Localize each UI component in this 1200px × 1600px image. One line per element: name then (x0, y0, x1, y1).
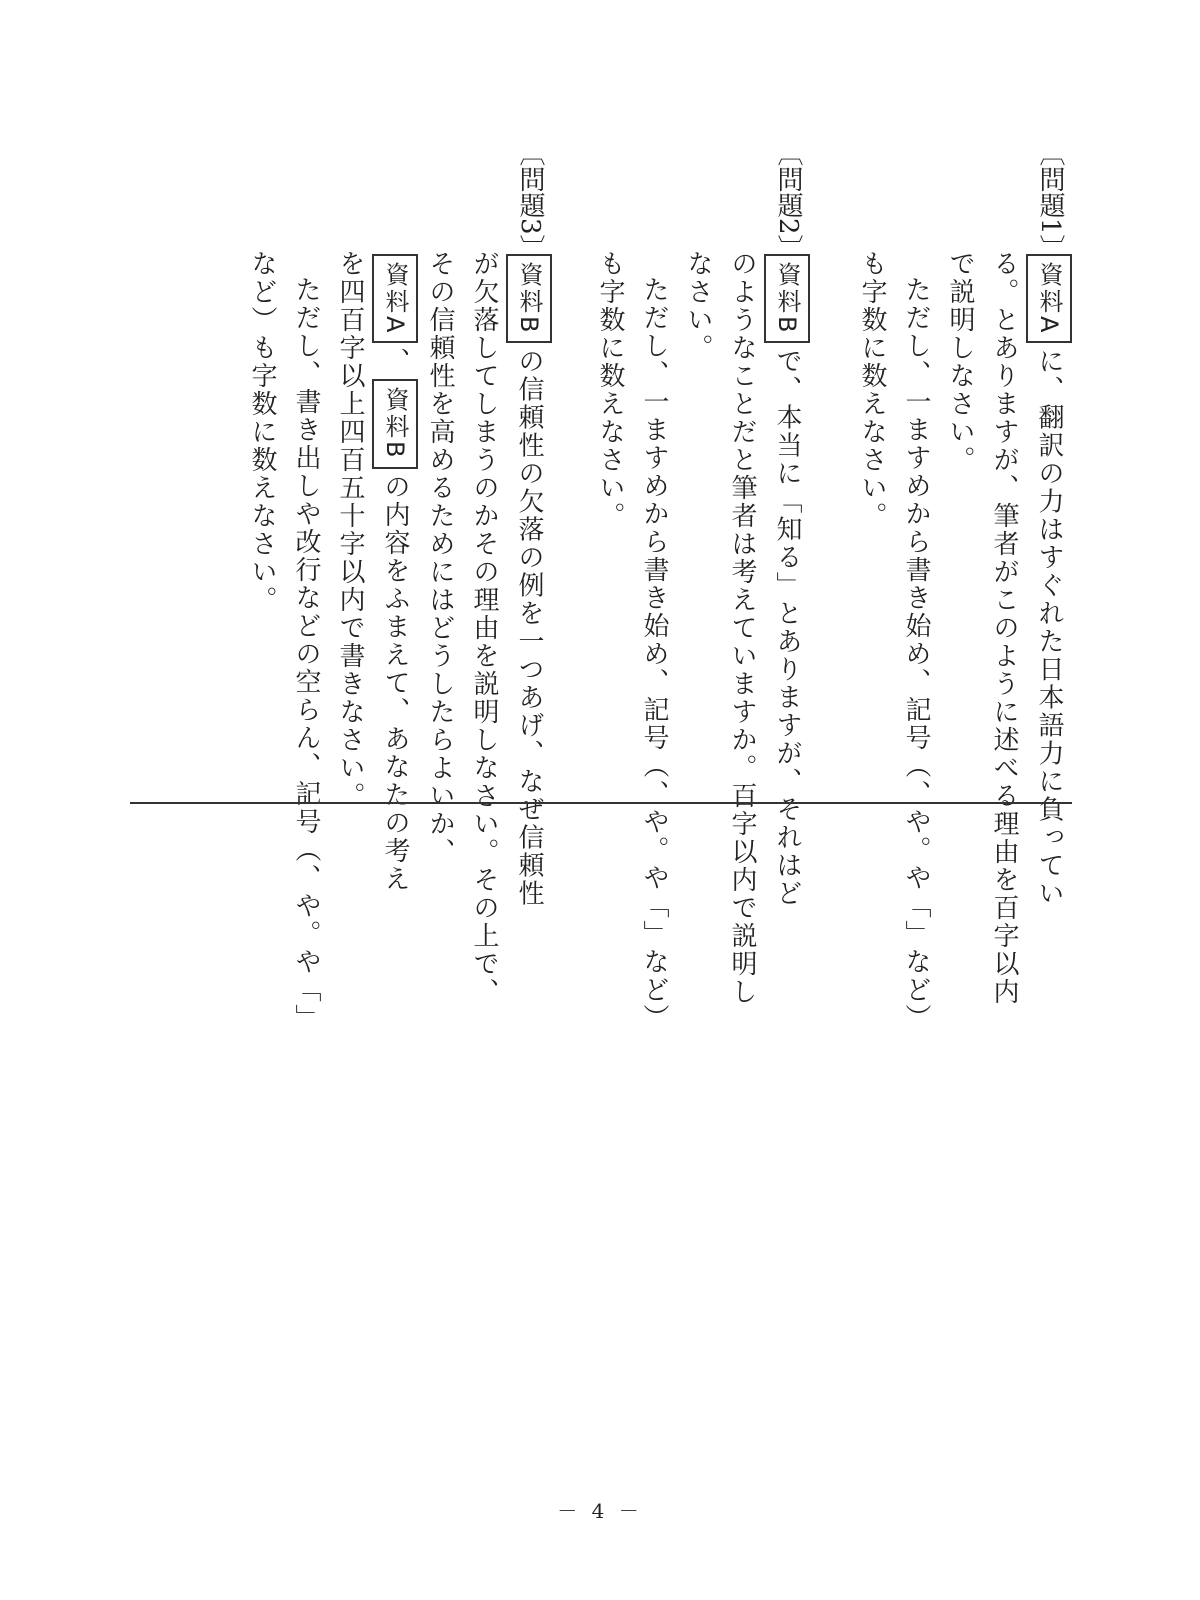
question-3-line-2: が欠落してしまうのかその理由を説明しなさい。その上で、 (469, 250, 499, 1006)
question-3 (132, 140, 552, 1032)
question-1-note-2: も字数に数えなさい。 (857, 250, 887, 530)
source-b-box: 資料B (506, 254, 552, 343)
question-2-line-3: なさい。 (683, 250, 713, 362)
questions-area (132, 140, 1072, 1032)
source-b-box: 資料B (764, 254, 810, 343)
question-3-label: 〔問題3〕 (515, 140, 545, 261)
question-3-line-5: を四百字以上四百五十字以内で書きなさい。 (335, 250, 365, 810)
question-1-label: 〔問題1〕 (1035, 140, 1065, 261)
horizontal-divider (130, 802, 1072, 804)
question-2-body (588, 250, 810, 1032)
question-2-line-1: で、本当に「知る」とありますが、それはど (772, 347, 802, 908)
question-1-line-1: に、翻訳の力はすぐれた日本語力に負ってい (1034, 347, 1064, 908)
question-1-line-2: る。とありますが、筆者がこのように述べる理由を百字以内 (989, 250, 1019, 1006)
question-3-line-3: その信頼性を高めるためにはどうしたらよいか、 (425, 250, 455, 866)
question-1 (822, 140, 1072, 1032)
page-number: － 4 － (557, 1499, 643, 1523)
question-2 (570, 140, 810, 1032)
source-a-box: 資料A (1026, 254, 1072, 343)
question-3-line-1: の信頼性の欠落の例を一つあげ、なぜ信頼性 (514, 347, 544, 908)
question-2-note-1: ただし、一ますめから書き始め、記号（、や。や「」など） (639, 276, 669, 1032)
question-2-note-2: も字数に数えなさい。 (595, 250, 625, 530)
question-3-body (240, 250, 552, 1032)
question-1-body (850, 250, 1072, 1032)
question-1-note-1: ただし、一ますめから書き始め、記号（、や。や「」など） (901, 276, 931, 1032)
question-2-label: 〔問題2〕 (773, 140, 803, 261)
question-1-line-3: で説明しなさい。 (945, 250, 975, 474)
question-2-line-2: のようなことだと筆者は考えていますか。百字以内で説明し (727, 250, 757, 1006)
question-3-note-1: ただし、書き出しや改行などの空らん、記号（、や。や「」 (291, 276, 321, 1032)
source-b-box: 資料B (372, 379, 418, 468)
source-a-box: 資料A (372, 254, 418, 343)
question-3-note-2: など）も字数に数えなさい。 (247, 250, 277, 614)
question-3-separator: 、 (380, 347, 410, 376)
question-3-line-4: の内容をふまえて、あなたの考え (380, 472, 410, 893)
